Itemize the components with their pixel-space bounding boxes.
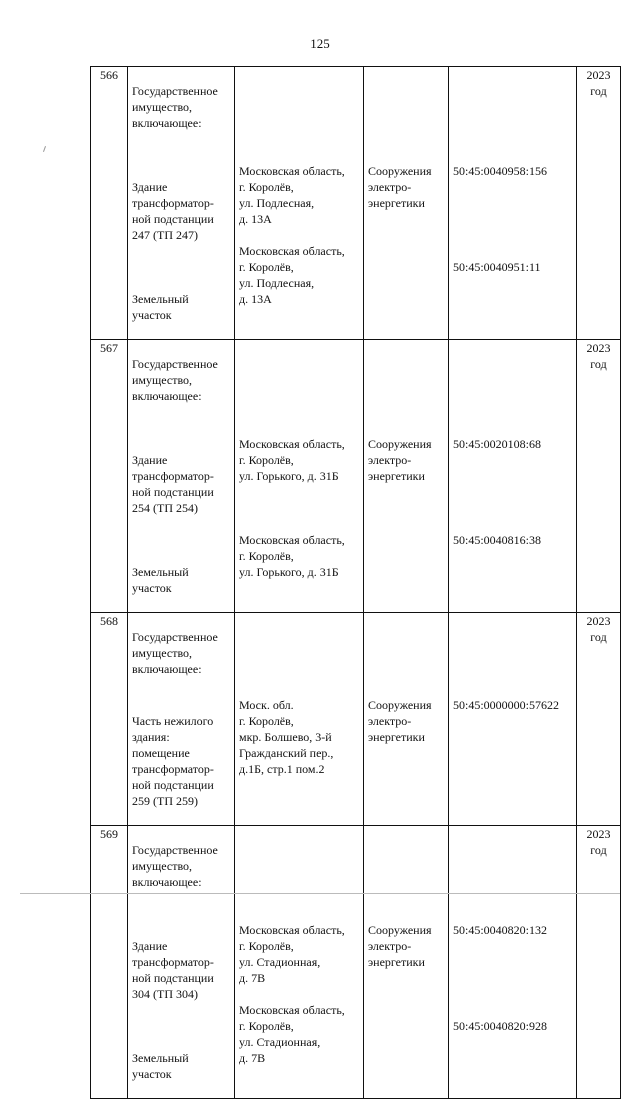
item-name: Здание трансформатор- ной подстанции 247 (ТП 247): [132, 180, 214, 242]
cadastral-number: 50:45:0040958:156: [453, 164, 548, 178]
registry-row-566: [91, 67, 621, 340]
property-type: [364, 67, 449, 340]
year: 2023 год: [577, 826, 621, 1099]
property-type: [364, 826, 449, 1099]
group-title: Государственное имущество, включающее:: [132, 843, 218, 889]
row-number: 567: [91, 340, 128, 613]
property-description: [128, 340, 235, 613]
property-address: [235, 826, 364, 1099]
registry-row-568: [91, 613, 621, 826]
property-type: [364, 340, 449, 613]
group-title: Государственное имущество, включающее:: [132, 84, 218, 130]
cadastral-number: 50:45:0020108:68: [453, 437, 542, 451]
scan-bottom-edge: [20, 893, 620, 894]
item-type: Сооружения электро- энергетики: [368, 164, 432, 210]
item-address: Московская область, г. Королёв, ул. Горького, д. 31Б: [239, 437, 345, 483]
cadastral-numbers: [449, 826, 577, 1099]
item-name: Часть нежилого здания: помещение трансформатор- ной подстанции 259 (ТП 259): [132, 714, 214, 808]
scan-margin-mark: [43, 146, 46, 152]
property-description: [128, 826, 235, 1099]
item-name: Здание трансформатор- ной подстанции 304 (ТП 304): [132, 939, 214, 1001]
cadastral-number: 50:45:0040816:38: [453, 533, 542, 547]
group-title: Государственное имущество, включающее:: [132, 630, 218, 676]
cadastral-number: 50:45:0040820:928: [453, 1019, 548, 1033]
item-name: Земельный участок: [132, 1051, 189, 1081]
property-description: [128, 613, 235, 826]
item-type: Сооружения электро- энергетики: [368, 923, 432, 969]
row-number: 566: [91, 67, 128, 340]
cadastral-number: 50:45:0040951:11: [453, 260, 541, 274]
row-number: 568: [91, 613, 128, 826]
property-address: [235, 340, 364, 613]
page-number: 125: [310, 36, 330, 51]
year: 2023 год: [577, 340, 621, 613]
item-type: Сооружения электро- энергетики: [368, 698, 432, 744]
item-name: Земельный участок: [132, 565, 189, 595]
year: 2023 год: [577, 613, 621, 826]
registry-row-569: [91, 826, 621, 1099]
property-type: [364, 613, 449, 826]
item-type: Сооружения электро- энергетики: [368, 437, 432, 483]
group-title: Государственное имущество, включающее:: [132, 357, 218, 403]
property-description: [128, 67, 235, 340]
registry-row-567: [91, 340, 621, 613]
cadastral-numbers: [449, 613, 577, 826]
item-name: Земельный участок: [132, 292, 189, 322]
item-address: Московская область, г. Королёв, ул. Стадионная, д. 7В: [239, 923, 345, 985]
item-address: Московская область, г. Королёв, ул. Подлесная, д. 13А: [239, 164, 345, 226]
cadastral-numbers: [449, 67, 577, 340]
item-address: Моск. обл. г. Королёв, мкр. Болшево, 3-й Гражданский пер., д.1Б, стр.1 пом.2: [239, 698, 334, 776]
cadastral-numbers: [449, 340, 577, 613]
cadastral-number: 50:45:0000000:57622: [453, 698, 560, 712]
year: 2023 год: [577, 67, 621, 340]
item-address: Московская область, г. Королёв, ул. Горького, д. 31Б: [239, 533, 345, 579]
cadastral-number: 50:45:0040820:132: [453, 923, 548, 937]
property-address: [235, 613, 364, 826]
item-address: Московская область, г. Королёв, ул. Подлесная, д. 13А: [239, 244, 345, 306]
item-address: Московская область, г. Королёв, ул. Стадионная, д. 7В: [239, 1003, 345, 1065]
property-address: [235, 67, 364, 340]
item-name: Здание трансформатор- ной подстанции 254 (ТП 254): [132, 453, 214, 515]
property-registry-table: [90, 66, 621, 1099]
row-number: 569: [91, 826, 128, 1099]
